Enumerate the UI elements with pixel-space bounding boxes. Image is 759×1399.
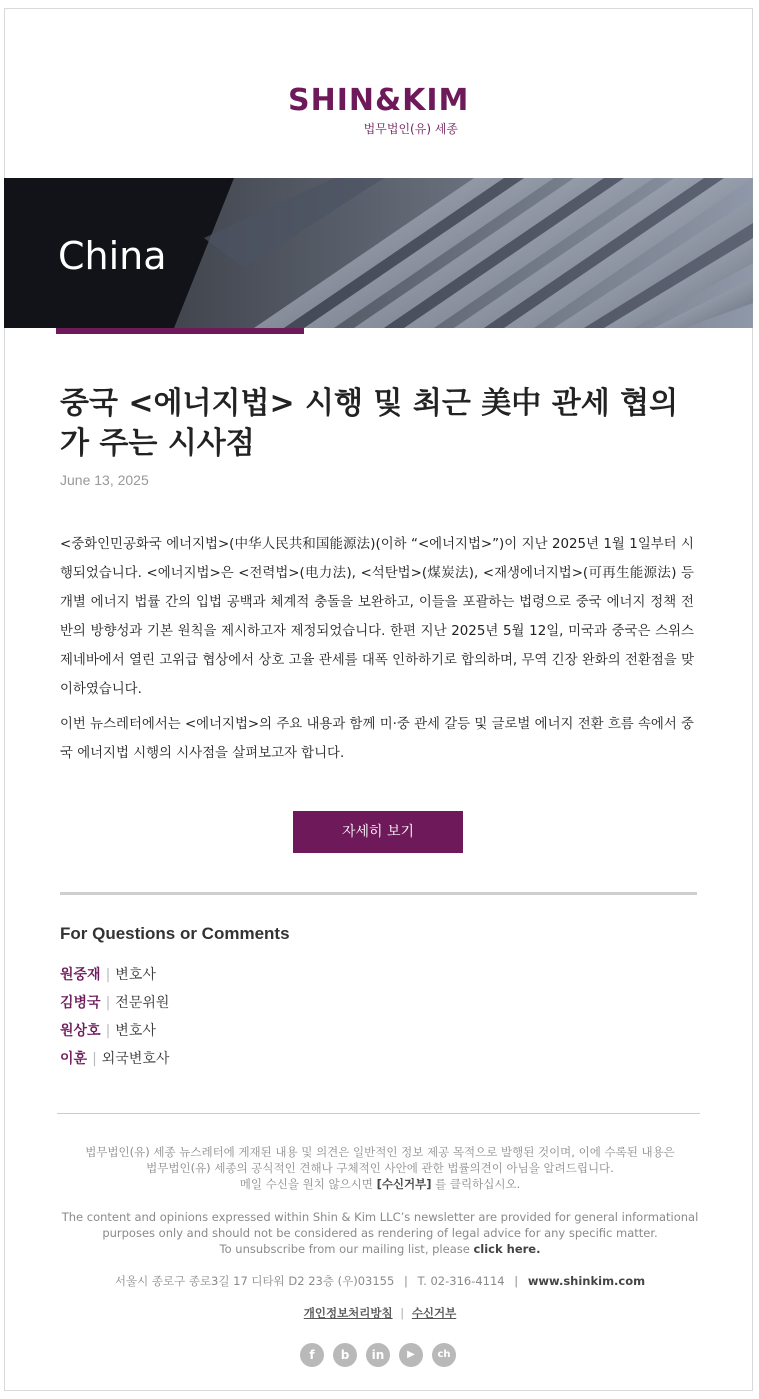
contacts-title: For Questions or Comments (60, 924, 290, 943)
footer-links (60, 1305, 700, 1321)
linkedin-icon[interactable]: in (366, 1343, 390, 1367)
footer-contact-info (60, 1273, 700, 1289)
contacts-list (60, 964, 169, 1076)
article-paragraph-2: 이번 뉴스레터에서는 <에너지법>의 주요 내용과 함께 미·중 관세 갈등 및 글로벌 에너지 전환 흐름 속에서 중국 에너지법 시행의 시사점을 살펴보고자 합니다. (60, 717, 694, 761)
contact-name-link[interactable]: 원상호 (60, 1023, 101, 1039)
hero-banner (4, 178, 753, 328)
info-separator: | (514, 1274, 519, 1288)
disclaimer-en-line2: purposes only and should not be considered as rendering of legal advice for any specific matter. (102, 1226, 658, 1240)
contact-role: 변호사 (115, 967, 156, 983)
contact-item (60, 1048, 169, 1076)
contact-separator: | (92, 1051, 97, 1067)
footer-divider (57, 1113, 700, 1114)
office-address: 서울시 종로구 종로3길 17 디타워 D2 23층 (우)03155 (114, 1274, 395, 1288)
privacy-policy-link[interactable]: 개인정보처리방침 (303, 1306, 393, 1320)
info-separator: | (403, 1274, 408, 1288)
logo-korean-name: 법무법인(유) 세종 (363, 122, 458, 136)
social-links (300, 1343, 456, 1367)
contact-item (60, 964, 169, 992)
link-separator: | (400, 1306, 405, 1320)
facebook-icon[interactable]: f (300, 1343, 324, 1367)
section-divider (60, 892, 697, 895)
disclaimer-kr-line3 (60, 1176, 700, 1192)
logo-wordmark: SHIN&KIM (288, 83, 470, 118)
contact-role: 변호사 (115, 1023, 156, 1039)
contact-role: 전문위원 (115, 995, 170, 1011)
accent-bar (56, 328, 304, 334)
unsubscribe-link-en[interactable]: click here. (473, 1242, 541, 1256)
unsubscribe-prompt-kr: 메일 수신을 원치 않으시면 (239, 1177, 373, 1191)
unsubscribe-link-kr[interactable]: [수신거부] (376, 1177, 432, 1191)
contact-name-link[interactable]: 김병국 (60, 995, 101, 1011)
disclaimer-en-line1: The content and opinions expressed within Shin & Kim LLC’s newsletter are provided for general informational (61, 1210, 699, 1224)
article-paragraph-1: <중화인민공화국 에너지법>(中华人民共和国能源法)(이하 “<에너지법>”)이 지난 2025년 1월 1일부터 시행되었습니다. <에너지법>은 <전력법>(电力法), <석탄법>(煤炭法), <재생에너지법>(可再生能源法) 등 개별 에너지 법률 간의 입법 공백과 체계적 충돌을 보완하고, 이들을 포괄하는 법령으로 중국 에너지 정책 전반의 방향성과 기본 원칙을 제시하고자 제정되었습니다. 한편 지난 2025년 5월 12일, 미국과 중국은 스위스 제네바에서 열린 고위급 협상에서 상호 고율 관세를 대폭 인하하기로 합의하며, 무역 긴장 완화의 전환점을 맞이하였습니다. (60, 537, 694, 697)
contact-separator: | (105, 967, 111, 983)
contact-item (60, 1020, 169, 1048)
article-date: June 13, 2025 (60, 472, 149, 488)
website-link[interactable]: www.shinkim.com (527, 1274, 646, 1288)
article-headline: 중국 <에너지법> 시행 및 최근 美中 관세 협의가 주는 시사점 (60, 386, 679, 461)
kakao-icon[interactable]: ch (432, 1343, 456, 1367)
contact-separator: | (105, 1023, 111, 1039)
contact-role: 외국변호사 (101, 1051, 170, 1067)
youtube-icon[interactable]: ▶ (399, 1343, 423, 1367)
blog-icon[interactable]: b (333, 1343, 357, 1367)
contact-name-link[interactable]: 이훈 (60, 1051, 88, 1067)
banner-title: China (58, 234, 167, 278)
unsubscribe-link[interactable]: 수신거부 (411, 1306, 457, 1320)
read-more-button[interactable]: 자세히 보기 (293, 811, 463, 853)
footer-disclaimer-korean (60, 1144, 700, 1192)
disclaimer-kr-line2: 법무법인(유) 세종의 공식적인 견해나 구체적인 사안에 관한 법률의견이 아님을 알려드립니다. (146, 1161, 614, 1175)
footer-disclaimer-english (60, 1209, 700, 1257)
unsubscribe-prompt-en: To unsubscribe from our mailing list, please (219, 1242, 470, 1256)
contact-item (60, 992, 169, 1020)
disclaimer-en-line3 (60, 1241, 700, 1257)
unsubscribe-suffix-kr: 를 클릭하십시오. (435, 1177, 521, 1191)
contact-name-link[interactable]: 원중재 (60, 967, 101, 983)
office-phone: T. 02-316-4114 (417, 1274, 505, 1288)
contact-separator: | (105, 995, 111, 1011)
shinkim-logo[interactable] (288, 83, 470, 137)
disclaimer-kr-line1: 법무법인(유) 세종 뉴스레터에 게재된 내용 및 의견은 일반적인 정보 제공 목적으로 발행된 것이며, 이에 수록된 내용은 (85, 1145, 675, 1159)
